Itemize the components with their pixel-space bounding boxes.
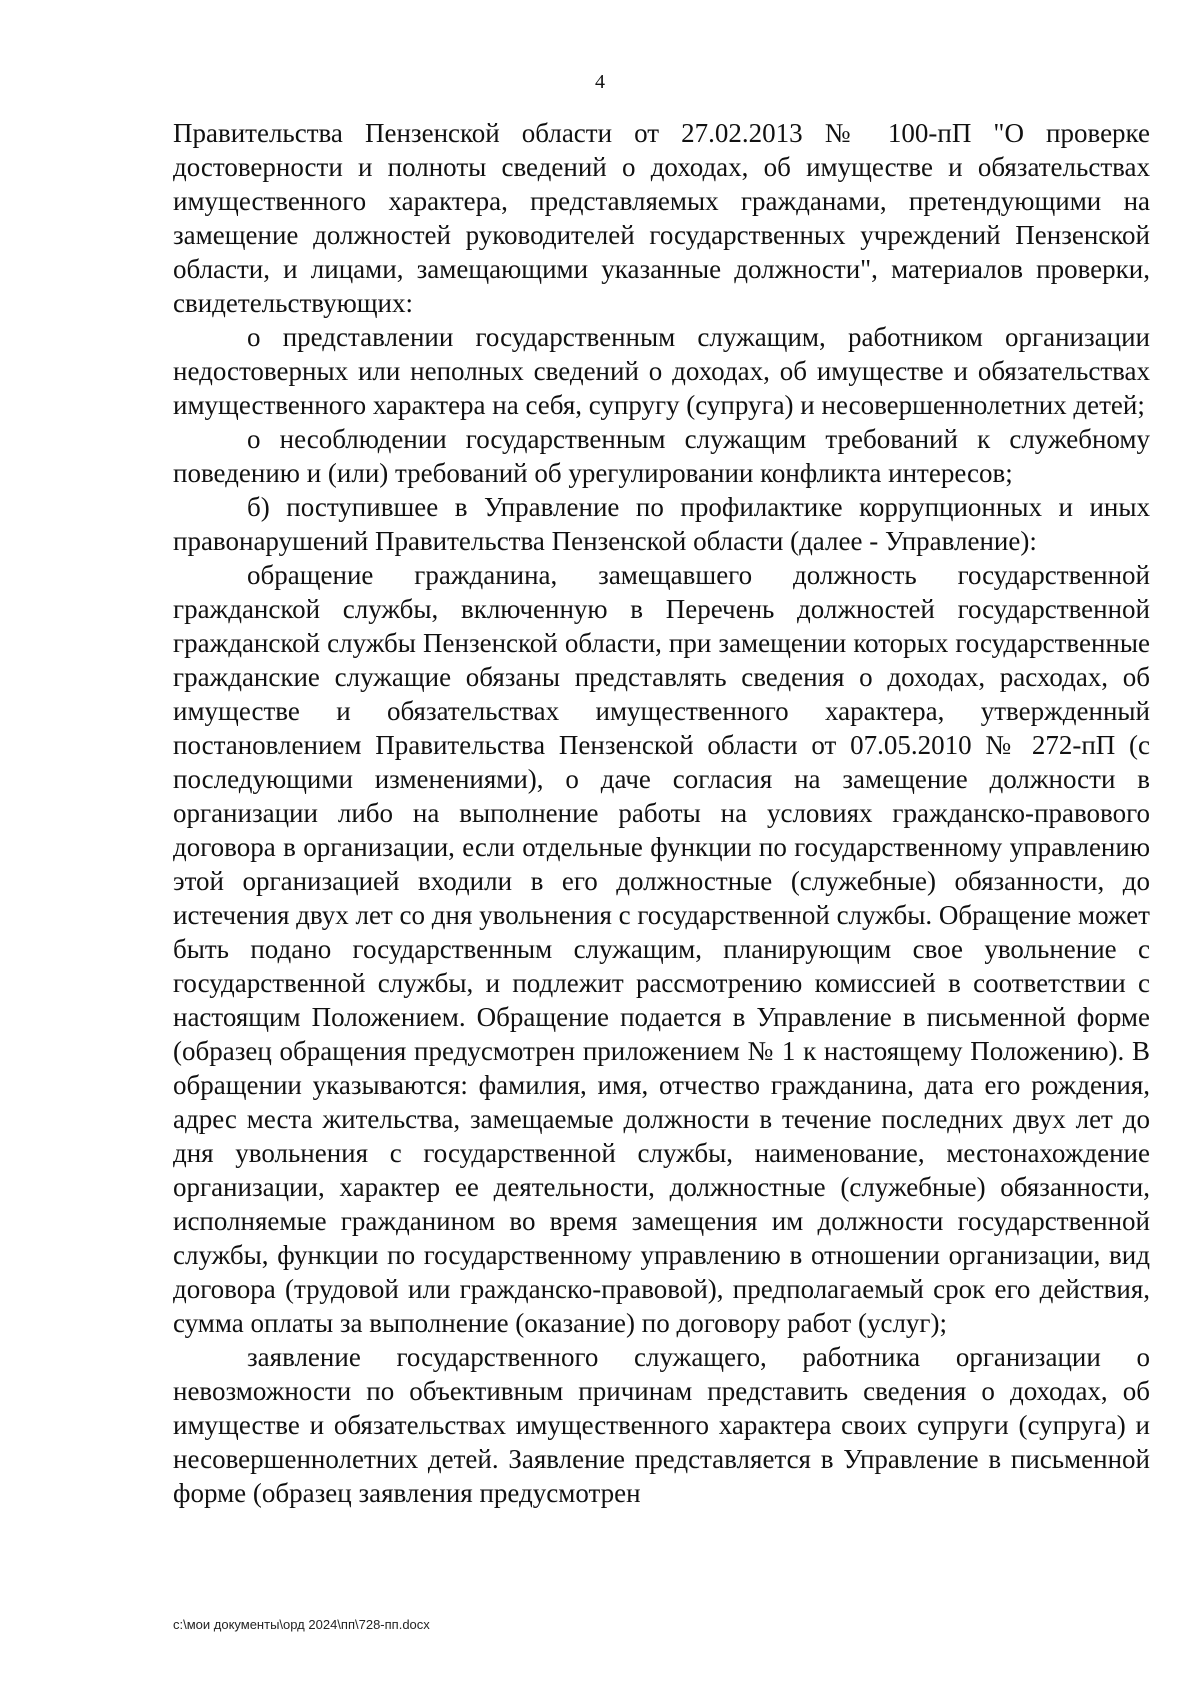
paragraph-continuation: Правительства Пензенской области от 27.02.2013 № 100-пП "О проверке достоверности и полноты сведений о доходах, об имуществе и обязательствах имущественного характера, представляемых гражданами, претендующими на замещение должностей руководителей государственных учреждений Пензенской области, и лицами, замещающими указанные должности", материалов проверки, свидетельствующих: <box>173 118 1150 318</box>
paragraph-item-b: б) поступившее в Управление по профилактике коррупционных и иных правонарушений Правительства Пензенской области (далее - Управление): <box>173 492 1150 556</box>
paragraph-false-information: о представлении государственным служащим, работником организации недостоверных или неполных сведений о доходах, об имуществе и обязательствах имущественного характера на себя, супругу (супруга) и несовершеннолетних детей; <box>173 322 1150 420</box>
paragraph-citizen-appeal: обращение гражданина, замещавшего должность государственной гражданской службы, включенную в Перечень должностей государственной гражданской службы Пензенской области, при замещении которых государственные гражданские служащие обязаны представлять сведения о доходах, расходах, об имуществе и обязательствах имущественного характера, утвержденный постановлением Правительства Пензенской области от 07.05.2010 № 272-пП (с последующими изменениями), о даче согласия на замещение должности в организации либо на выполнение работы на условиях гражданско-правового договора в организации, если отдельные функции по государственному управлению этой организацией входили в его должностные (служебные) обязанности, до истечения двух лет со дня увольнения с государственной службы. Обращение может быть подано государственным служащим, планирующим свое увольнение с государственной службы, и подлежит рассмотрению комиссией в соответствии с настоящим Положением. Обращение подается в Управление в письменной форме (образец обращения предусмотрен приложением № 1 к настоящему Положению). В обращении указываются: фамилия, имя, отчество гражданина, дата его рождения, адрес места жительства, замещаемые должности в течение последних двух лет до дня увольнения с государственной службы, наименование, местонахождение организации, характер ее деятельности, должностные (служебные) обязанности, исполняемые гражданином во время замещения им должности государственной службы, функции по государственному управлению в отношении организации, вид договора (трудовой или гражданско-правовой), предполагаемый срок его действия, сумма оплаты за выполнение (оказание) по договору работ (услуг); <box>173 560 1150 1338</box>
page-number: 4 <box>595 71 605 93</box>
footer-file-path: c:\мои документы\орд 2024\пп\728-пп.docx <box>173 1617 430 1632</box>
document-body <box>173 116 1150 1510</box>
paragraph-conduct-violation: о несоблюдении государственным служащим требований к служебному поведению и (или) требований об урегулировании конфликта интересов; <box>173 424 1150 488</box>
paragraph-servant-statement: заявление государственного служащего, работника организации о невозможности по объективным причинам представить сведения о доходах, об имуществе и обязательствах имущественного характера своих супруги (супруга) и несовершеннолетних детей. Заявление представляется в Управление в письменной форме (образец заявления предусмотрен <box>173 1342 1150 1508</box>
